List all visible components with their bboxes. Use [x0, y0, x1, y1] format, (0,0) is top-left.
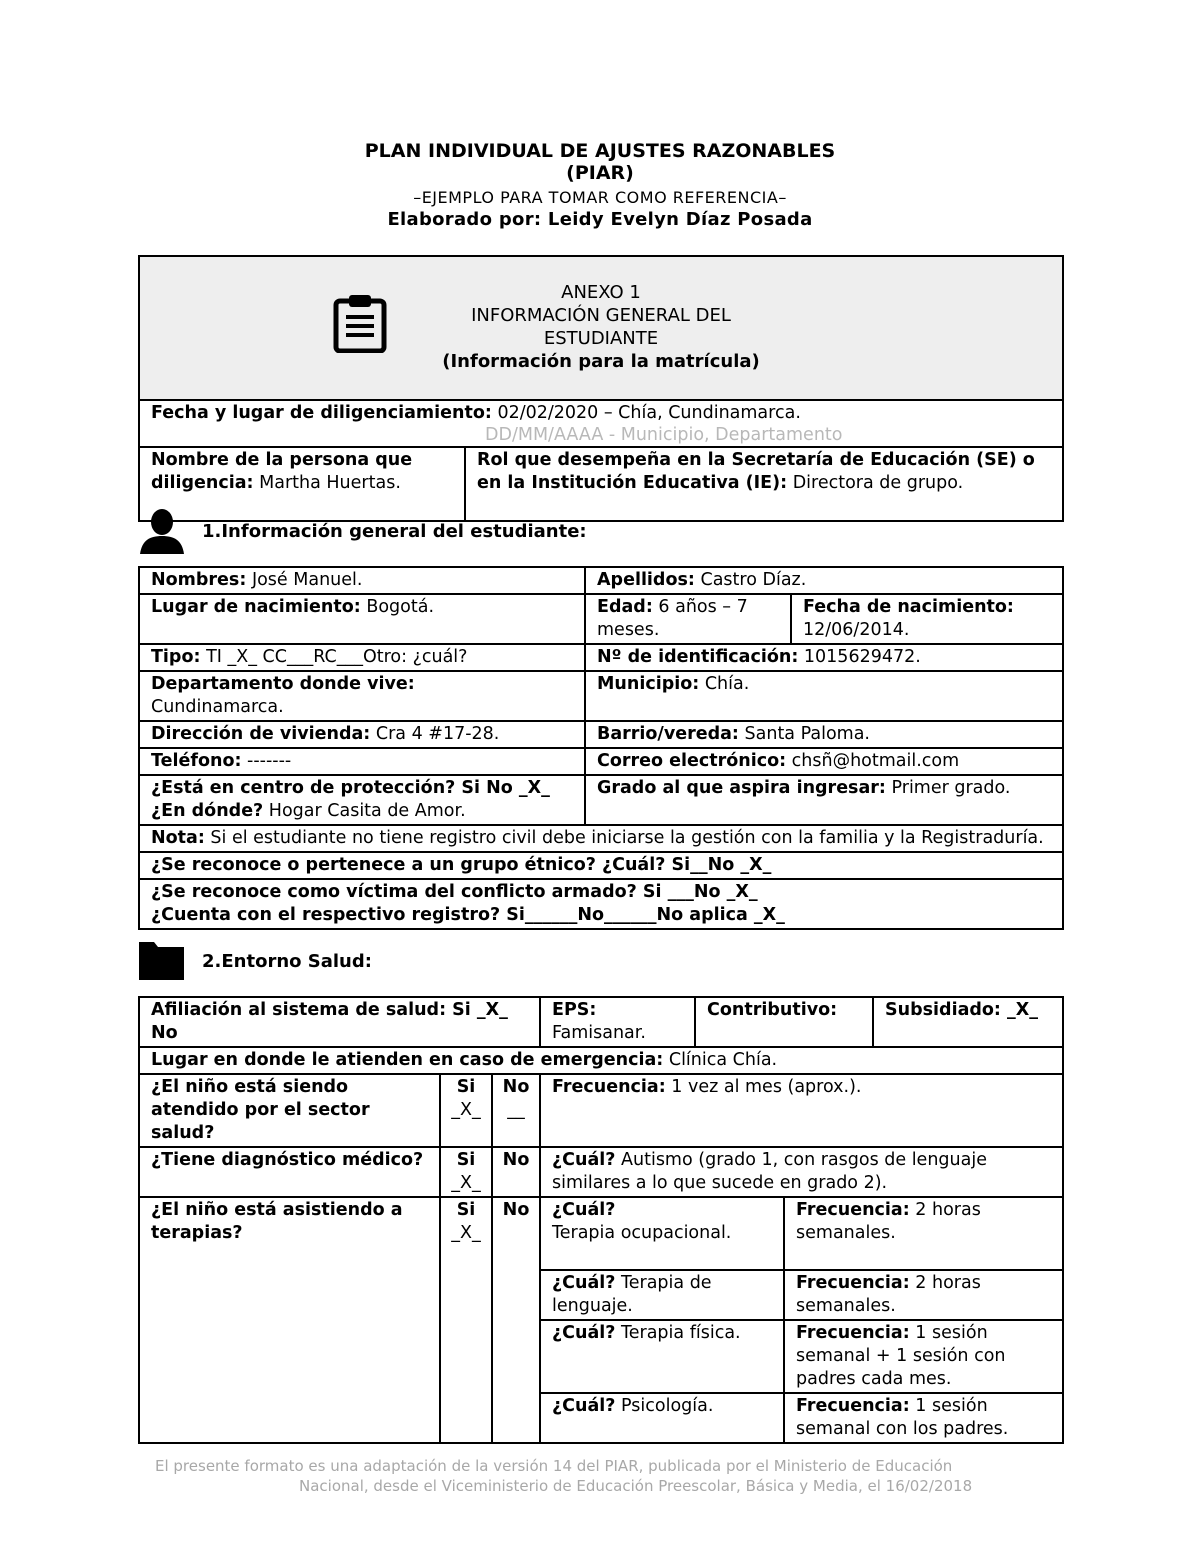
- si-label: Si: [456, 1200, 476, 1220]
- atendido-si-cell: [440, 1074, 492, 1147]
- annex-line1: ANEXO 1: [561, 282, 641, 303]
- terapias-si-cell: [440, 1197, 492, 1443]
- si-mark: _X_: [451, 1223, 481, 1243]
- atendido-no-cell: [492, 1074, 540, 1147]
- no-label: No: [502, 1150, 530, 1170]
- date-value: 02/02/2020 – Chía, Cundinamarca.: [497, 403, 801, 423]
- grado-label: Grado al que aspira ingresar:: [597, 778, 886, 798]
- correo-cell: [585, 748, 1063, 775]
- terapias-label: ¿El niño está asistiendo a terapias?: [151, 1200, 403, 1243]
- person-value: Martha Huertas.: [259, 473, 401, 493]
- therapy-freq: 2 horas semanales.: [796, 1273, 981, 1316]
- therapy-freq: 1 sesión semanal + 1 sesión con padres cada mes.: [796, 1323, 1006, 1389]
- lugar-label: Lugar de nacimiento:: [151, 597, 361, 617]
- frecuencia-value: 1 vez al mes (aprox.).: [671, 1077, 862, 1097]
- annex-header: [139, 256, 1063, 400]
- direccion-cell: [139, 721, 585, 748]
- direccion-value: Cra 4 #17-28.: [375, 724, 500, 744]
- etnico-cell: [139, 852, 1063, 879]
- nombres-cell: [139, 567, 585, 594]
- afiliacion-label: Afiliación al sistema de salud: Si _X_ No: [151, 1000, 508, 1043]
- telefono-label: Teléfono:: [151, 751, 242, 771]
- cual-label: ¿Cuál?: [552, 1200, 616, 1220]
- nota-value: Si el estudiante no tiene registro civil debe iniciarse la gestión con la familia y la Registraduría.: [210, 828, 1044, 848]
- municipio-cell: [585, 671, 1063, 721]
- edad-cell: [585, 594, 791, 644]
- atendido-label: ¿El niño está siendo atendido por el sector salud?: [151, 1077, 370, 1143]
- no-mark: __: [507, 1100, 525, 1120]
- emergencia-value: Clínica Chía.: [668, 1050, 778, 1070]
- cual-label: ¿Cuál?: [552, 1150, 616, 1170]
- person-cell: [139, 447, 465, 521]
- annex-line3: ESTUDIANTE: [543, 328, 659, 349]
- student-info-table: [138, 566, 1064, 930]
- date-placeholder: DD/MM/AAAA - Municipio, Departamento: [485, 425, 843, 445]
- therapy-name: Psicología.: [621, 1396, 714, 1416]
- nota-label: Nota:: [151, 828, 205, 848]
- apellidos-label: Apellidos:: [597, 570, 695, 590]
- clipboard-icon: [332, 293, 388, 353]
- doc-title-line2: (PIAR): [566, 162, 634, 184]
- si-mark: _X_: [451, 1100, 481, 1120]
- frecuencia-label: Frecuencia:: [796, 1273, 910, 1293]
- therapy-freq-cell: [784, 1320, 1063, 1393]
- si-label: Si: [456, 1077, 476, 1097]
- therapy-name-cell: [540, 1320, 784, 1393]
- lugar-cell: [139, 594, 585, 644]
- annex-line4: (Información para la matrícula): [442, 351, 760, 372]
- contributivo-label: Contributivo:: [707, 1000, 838, 1020]
- id-value: 1015629472.: [803, 647, 921, 667]
- person-label: Nombre de la persona que diligencia:: [151, 450, 413, 493]
- date-label: Fecha y lugar de diligenciamiento:: [151, 403, 492, 423]
- folder-icon: [138, 940, 186, 982]
- therapy-name-cell: [540, 1197, 784, 1270]
- telefono-value: -------: [247, 751, 292, 771]
- afiliacion-cell: [139, 997, 540, 1047]
- fecha-label: Fecha de nacimiento:: [803, 597, 1014, 617]
- si-label: Si: [456, 1150, 476, 1170]
- emergencia-cell: [139, 1047, 1063, 1074]
- etnico-label: ¿Se reconoce o pertenece a un grupo étnico? ¿Cuál? Si__No _X_: [151, 855, 772, 875]
- nombres-label: Nombres:: [151, 570, 247, 590]
- terapias-cell: [139, 1197, 440, 1443]
- municipio-label: Municipio:: [597, 674, 700, 694]
- grado-value: Primer grado.: [891, 778, 1011, 798]
- terapias-no-cell: [492, 1197, 540, 1443]
- apellidos-value: Castro Díaz.: [700, 570, 807, 590]
- barrio-cell: [585, 721, 1063, 748]
- frecuencia-label: Frecuencia:: [796, 1200, 910, 1220]
- tipo-value: TI _X_ CC___RC___Otro: ¿cuál?: [206, 647, 468, 667]
- subsidiado-cell: [873, 997, 1063, 1047]
- diagnostico-si-cell: [440, 1147, 492, 1197]
- nombres-value: José Manuel.: [251, 570, 363, 590]
- edad-label: Edad:: [597, 597, 653, 617]
- registro-label: ¿Cuenta con el respectivo registro? Si______No______No aplica _X_: [151, 905, 785, 925]
- grado-cell: [585, 775, 1063, 825]
- person-icon: [138, 508, 186, 556]
- diagnostico-no-cell: [492, 1147, 540, 1197]
- role-label: Rol que desempeña en la Secretaría de Educación (SE) o en la Institución Educativa (IE):: [477, 450, 1035, 493]
- no-label: No: [502, 1077, 530, 1097]
- doc-subtitle: –EJEMPLO PARA TOMAR COMO REFERENCIA–: [413, 188, 787, 207]
- correo-value: chsñ@hotmail.com: [791, 751, 960, 771]
- therapy-name: Terapia de lenguaje.: [552, 1273, 712, 1316]
- municipio-value: Chía.: [704, 674, 750, 694]
- frecuencia-label: Frecuencia:: [552, 1077, 666, 1097]
- victima-label: ¿Se reconoce como víctima del conflicto armado? Si ___No _X_: [151, 882, 758, 902]
- therapy-name: Terapia física.: [621, 1323, 741, 1343]
- footer-line1: El presente formato es una adaptación de la versión 14 del PIAR, publicada por el Ministerio de Educación: [155, 1457, 953, 1475]
- eps-label: EPS:: [552, 1000, 597, 1020]
- diagnostico-value-cell: [540, 1147, 1063, 1197]
- no-label: No: [502, 1200, 530, 1220]
- annex-line2: INFORMACIÓN GENERAL DEL: [471, 305, 731, 326]
- proteccion-label: ¿Está en centro de protección? Si No _X_: [151, 778, 550, 798]
- frecuencia-cell: [540, 1074, 1063, 1147]
- barrio-value: Santa Paloma.: [744, 724, 870, 744]
- doc-title-line1: PLAN INDIVIDUAL DE AJUSTES RAZONABLES: [364, 140, 836, 162]
- apellidos-cell: [585, 567, 1063, 594]
- annex-table: [138, 255, 1064, 522]
- role-value: Directora de grupo.: [792, 473, 964, 493]
- nota-cell: [139, 825, 1063, 852]
- therapy-freq-cell: [784, 1197, 1063, 1270]
- atendido-cell: [139, 1074, 440, 1147]
- cual-label: ¿Cuál?: [552, 1396, 616, 1416]
- fecha-value: 12/06/2014.: [803, 620, 910, 640]
- tipo-cell: [139, 644, 585, 671]
- cual-label: ¿Cuál?: [552, 1273, 616, 1293]
- tipo-label: Tipo:: [151, 647, 201, 667]
- id-label: Nº de identificación:: [597, 647, 799, 667]
- therapy-freq-cell: [784, 1393, 1063, 1443]
- direccion-label: Dirección de vivienda:: [151, 724, 371, 744]
- contributivo-cell: [695, 997, 873, 1047]
- diagnostico-label: ¿Tiene diagnóstico médico?: [151, 1150, 424, 1170]
- therapy-freq: 2 horas semanales.: [796, 1200, 981, 1243]
- frecuencia-label: Frecuencia:: [796, 1323, 910, 1343]
- emergencia-label: Lugar en donde le atienden en caso de emergencia:: [151, 1050, 664, 1070]
- fecha-cell: [791, 594, 1063, 644]
- diagnostico-cell: [139, 1147, 440, 1197]
- proteccion-cell: [139, 775, 585, 825]
- cual-label: ¿Cuál?: [552, 1323, 616, 1343]
- eps-cell: [540, 997, 695, 1047]
- diagnostico-value: Autismo (grado 1, con rasgos de lenguaje similares a lo que sucede en grado 2).: [552, 1150, 987, 1193]
- si-mark: _X_: [451, 1173, 481, 1193]
- lugar-value: Bogotá.: [366, 597, 435, 617]
- role-cell: [465, 447, 1063, 521]
- edad-value: 6 años – 7 meses.: [597, 597, 748, 640]
- donde-label: ¿En dónde?: [151, 801, 264, 821]
- depto-value: Cundinamarca.: [151, 697, 284, 717]
- doc-author: Elaborado por: Leidy Evelyn Díaz Posada: [387, 209, 813, 230]
- subsidiado-label: Subsidiado: _X_: [885, 1000, 1039, 1020]
- health-table: [138, 996, 1064, 1444]
- depto-label: Departamento donde vive:: [151, 674, 415, 694]
- therapy-freq-cell: [784, 1270, 1063, 1320]
- footer-line2: Nacional, desde el Viceministerio de Educación Preescolar, Básica y Media, el 16/02/2018: [299, 1477, 973, 1495]
- eps-value: Famisanar.: [552, 1023, 646, 1043]
- frecuencia-label: Frecuencia:: [796, 1396, 910, 1416]
- therapy-name: Terapia ocupacional.: [552, 1223, 732, 1243]
- therapy-name-cell: [540, 1393, 784, 1443]
- victima-cell: [139, 879, 1063, 929]
- depto-cell: [139, 671, 585, 721]
- section1-heading: 1.Información general del estudiante:: [202, 521, 587, 542]
- therapy-name-cell: [540, 1270, 784, 1320]
- section2-heading: 2.Entorno Salud:: [202, 951, 372, 972]
- telefono-cell: [139, 748, 585, 775]
- barrio-label: Barrio/vereda:: [597, 724, 739, 744]
- date-place-cell: [139, 400, 1063, 447]
- correo-label: Correo electrónico:: [597, 751, 787, 771]
- donde-value: Hogar Casita de Amor.: [268, 801, 466, 821]
- id-cell: [585, 644, 1063, 671]
- therapy-freq: 1 sesión semanal con los padres.: [796, 1396, 1009, 1439]
